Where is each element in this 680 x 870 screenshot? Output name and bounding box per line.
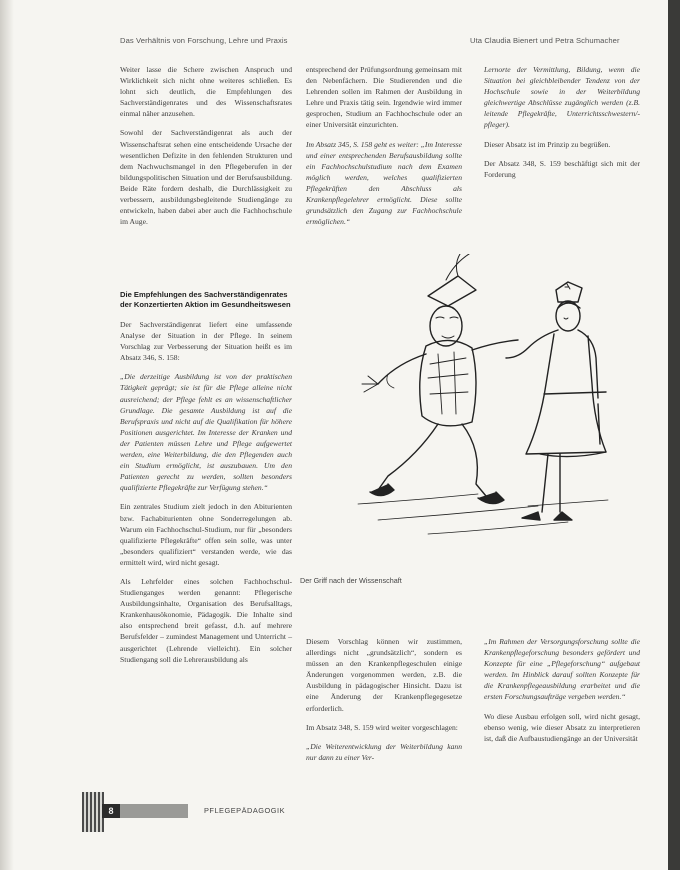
column-3 xyxy=(484,64,640,188)
scan-edge xyxy=(668,0,680,870)
paragraph: Der Sachverständigenrat liefert eine umfassende Analyse der Situation in der Pflege. In seinem Vorschlag zur Verbesserung der Situation heißt es im Absatz 346, S. 158: xyxy=(120,320,292,363)
paragraph: Im Absatz 348, S. 159 wird weiter vorgeschlagen: xyxy=(306,722,458,732)
column-2-bottom xyxy=(306,636,462,771)
cartoon-illustration xyxy=(318,254,648,559)
paragraph: Der Absatz 348, S. 159 beschäftigt sich mit der Forderung xyxy=(484,158,640,179)
paragraph: Diesem Vorschlag können wir zustimmen, allerdings nicht „grundsätzlich“, sondern es müssen an den Krankenpflegeschulen einige Änderungen vorgenommen werden, z.B. die Ausbildung in pädagogischer Hinsicht. Dazu ist eine Änderung der Krankenpflegegesetze erforderlich. xyxy=(306,637,462,713)
scan-barcode-mark xyxy=(82,792,104,832)
column-3-bottom xyxy=(484,636,640,752)
journal-name: PFLEGEPÄDAGOGIK xyxy=(204,806,286,815)
running-header-right: Uta Claudia Bienert und Petra Schumacher xyxy=(470,36,620,45)
paragraph: Als Lehrfelder eines solchen Fachhochschul-Studienganges werden genannt: Pflegerische Ausbildungsinhalte, Organisation des Berufsalltags, Krankenhausökonomie, Pädagogik. Die Inhalte sind also entsprechend breit gefasst, d.h. auf mehrere Berufsfelder – zumindest Management und Unterricht – ausgerichtet (Lehrende vielleicht). Ein solcher Studiengang soll die Lehrerausbildung als xyxy=(120,576,292,664)
figure-caption: Der Griff nach der Wissenschaft xyxy=(300,576,402,585)
paragraph: Weiter lasse die Schere zwischen Anspruch und Wirklichkeit sich nicht ohne weiteres schließen. Es lohnt sich deutlich, die Empfehlungen des Sachverständigenrates und des Wissenschaftsrates einmal näher anzusehen. xyxy=(120,65,292,119)
paragraph: Sowohl der Sachverständigenrat als auch der Wissenschaftsrat sehen eine entscheidende Ursache der wesentlichen Defizite in den fehlenden Strukturen und dem Nachwuchsmangel in den Pflegeberufen in der bildungspolitischen Situation und der Berufsausbildung. Beide Räte fordern deshalb, die Durchlässigkeit zu verbessern, ausbildungsbegleitende Studiengänge zu entwickeln, haben dabei aber auch die Fachhochschule im Auge. xyxy=(120,128,292,227)
footer-band xyxy=(120,804,188,818)
binding-shadow xyxy=(0,0,14,870)
quote-paragraph: „Im Rahmen der Versorgungsforschung sollte die Krankenpflegeforschung besonders gefördert und Konzepte für eine „Pflegeforschung“ aufgebaut werden. Im Hinblick darauf sollten Konzepte für die Krankenpflegeausbildung erarbeitet und die ersten Forschungsaufträge vergeben werden.“ xyxy=(484,637,640,702)
quote-paragraph: Lernorte der Vermittlung, Bildung, wenn die Situation bei gleichbleibender Tendenz von der Hochschule sowie in der Weiterbildung gleichwertige Abschlüsse zugänglich werden (z.B. leitende Pflegekräfte, Unterrichtsschwestern/-pfleger). xyxy=(484,65,640,130)
column-1-section xyxy=(120,290,292,673)
paragraph: Ein zentrales Studium zielt jedoch in den Abiturienten bzw. Fachabiturienten ohne Sonderregelungen ab. Warum ein Fachhochschul-Studium, nur für „besonders qualifizierte Pflegekräfte“ offen sein solle, was unter „besonders qualifiziert“ verstanden werde, wie das ermittelt wird, wird nicht gesagt. xyxy=(120,502,292,567)
quote-paragraph: „Die Weiterentwicklung der Weiterbildung kann nur dann zu einer Ver- xyxy=(306,741,462,762)
page-number: 8 xyxy=(102,804,120,818)
quote-paragraph: Im Absatz 345, S. 158 geht es weiter: „Im Interesse und einer entsprechenden Berufsausbildung sollte ein Fachhochschulstudium nach dem Examen möglich werden, welches qualifizierten Pflegekräften den Abschluss als Krankenpflegelehrer ermöglicht. Diese sollte grundsätzlich den Zugang zur Fachhochschule ermöglichen.“ xyxy=(306,139,462,227)
column-2 xyxy=(306,64,462,235)
paragraph: Dieser Absatz ist im Prinzip zu begrüßen. xyxy=(484,139,611,149)
quote-paragraph: „Die derzeitige Ausbildung ist von der praktischen Tätigkeit geprägt; sie ist für die Pflege alleine nicht ausreichend; der Pflege fehlt es an wissenschaftlicher Grundlage. Die gesamte Ausbildung ist auf die Berufspraxis und nicht auf die Qualifikation für höhere Positionen ausgerichtet. Im Interesse der Kranken und der Patienten müssen Lehre und Pflege aufgewertet werden, eine Weiterbildung, die den Pflegenden auch ein Studium ermöglicht, ist auszubauen. Um den Patienten gerecht zu werden, sollten besonders qualifizierte Pflegekräfte zur Verfügung stehen.“ xyxy=(120,372,292,493)
paragraph: Wo diese Ausbau erfolgen soll, wird nicht gesagt, ebenso wenig, wie dieser Absatz zu interpretieren ist, daß die Aufbaustudiengänge an der Universität xyxy=(484,711,640,743)
column-1 xyxy=(120,64,292,235)
paragraph: entsprechend der Prüfungsordnung gemeinsam mit den Nebenfächern. Die Studierenden und die Lehrenden sollen im Rahmen der Ausbildung in Lehre und Praxis tätig sein. Irgendwie wird immer gesprochen, Studium an Fachhochschule oder an einer Universität einzurichten. xyxy=(306,65,462,130)
running-header-left: Das Verhältnis von Forschung, Lehre und Praxis xyxy=(120,36,288,45)
section-heading: Die Empfehlungen des Sachverständigenrates der Konzertierten Aktion im Gesundheitswesen xyxy=(120,290,291,309)
